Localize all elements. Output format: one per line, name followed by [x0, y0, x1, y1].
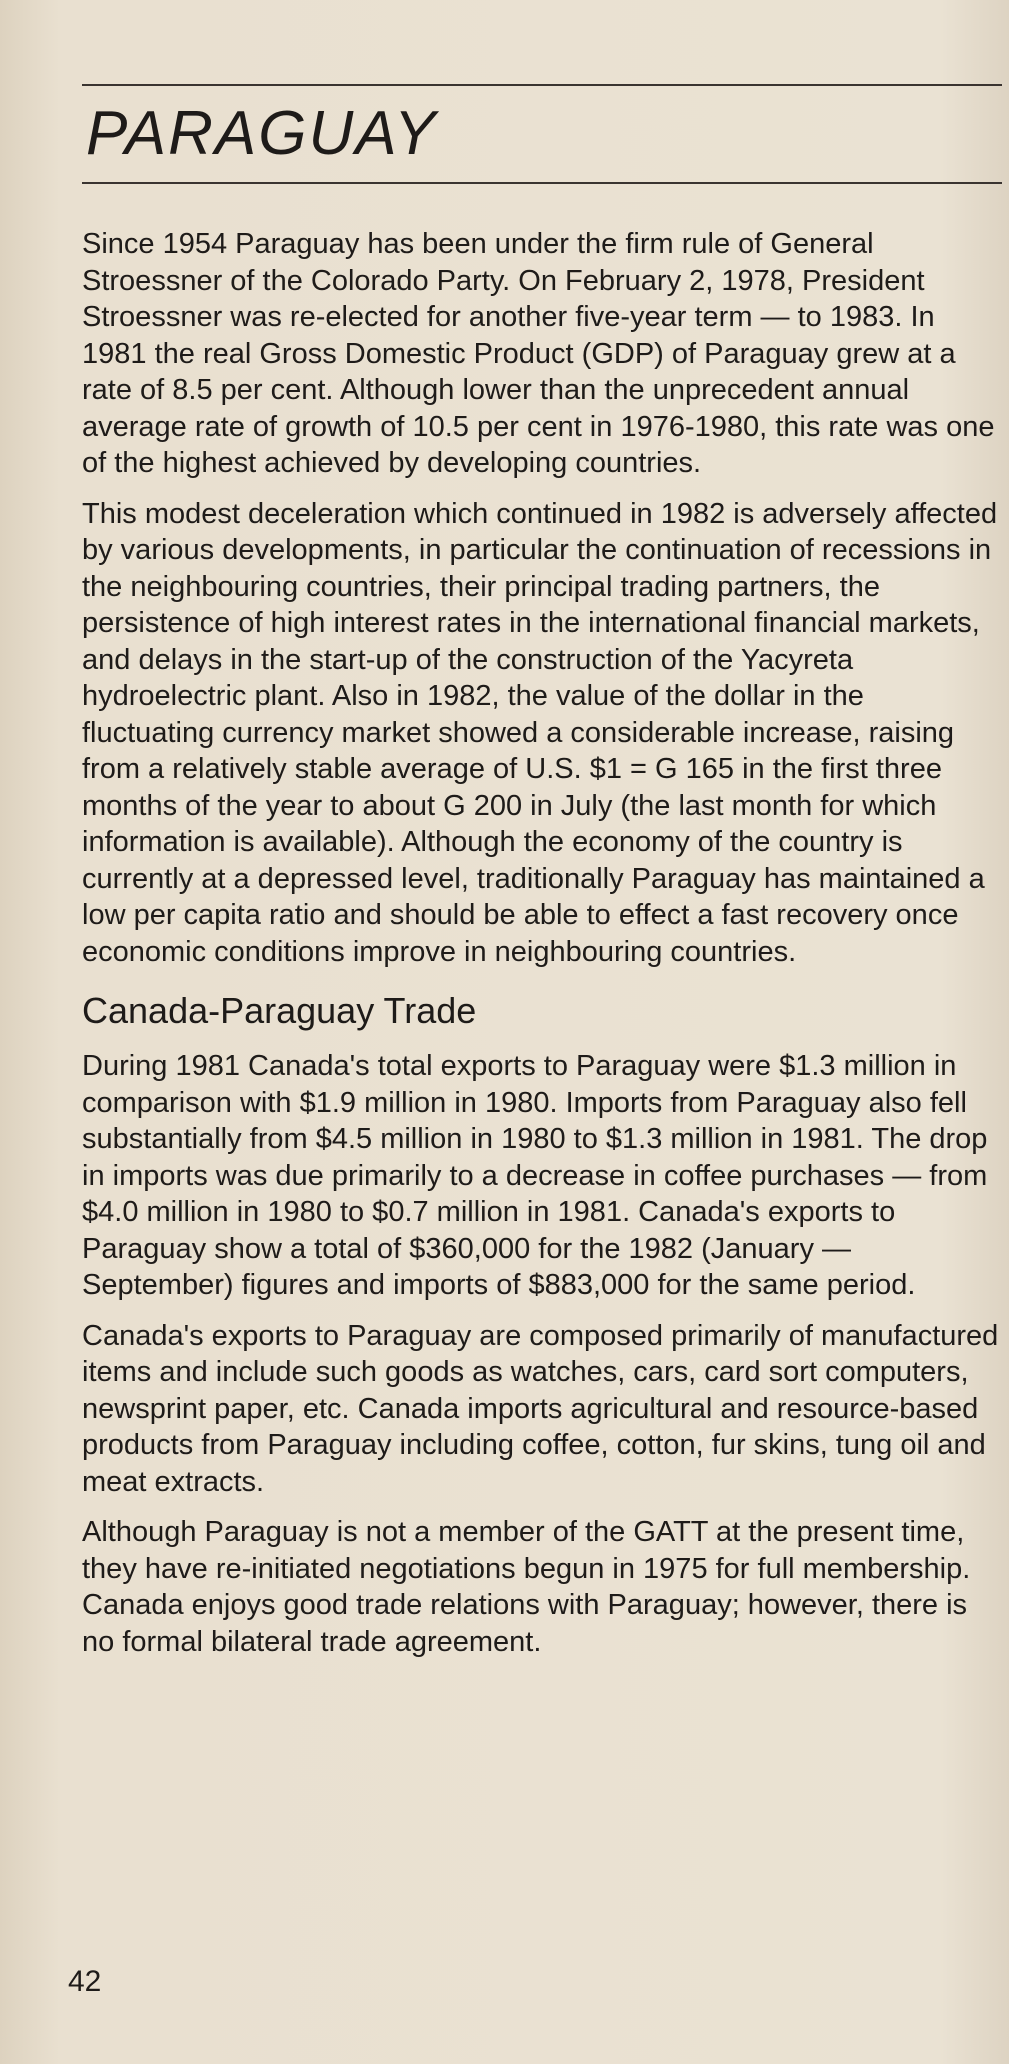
paragraph-trade-composition: Canada's exports to Paraguay are composed primarily of manufactured items and include such goods as watches, cars, card sort computers, newsprint paper, etc. Canada imports agricultural and resource-based products from Paraguay including coffee, cotton, fur skins, tung oil and meat extracts.: [82, 1319, 999, 1498]
paragraph-trade-figures: During 1981 Canada's total exports to Paraguay were $1.3 million in comparison with $1.9 million in 1980. Imports from Paraguay also fell substantially from $4.5 million in 1980 to $1.3 million in 1981. The drop in imports was due primarily to a decrease in coffee purchases — from $4.0 million in 1980 to $0.7 million in 1981. Canada's exports to Paraguay show a total of $360,000 for the 1982 (January — September) figures and imports of $883,000 for the same period.: [82, 1050, 988, 1301]
paragraph-gatt-relations: Although Paraguay is not a member of the GATT at the present time, they have re-initiated negotiations begun in 1975 for full membership. Canada enjoys good trade relations with Paraguay; however, there is no formal bilateral trade agreement.: [82, 1516, 971, 1658]
heading-rule-top: [82, 84, 1002, 86]
heading-rule-bottom: [82, 182, 1002, 184]
section-heading-trade: Canada-Paraguay Trade: [82, 990, 477, 1031]
body-text: [82, 226, 1000, 1674]
paragraph-economic-deceleration: This modest deceleration which continued in 1982 is adversely affected by various developments, in particular the continuation of recessions in the neighbouring countries, their principal trading partners, the persistence of high interest rates in the international financial markets, and delays in the start-up of the construction of the Yacyreta hydroelectric plant. Also in 1982, the value of the dollar in the fluctuating currency market showed a considerable increase, raising from a relatively stable average of U.S. $1 = G 165 in the first three months of the year to about G 200 in July (the last month for which information is available). Although the economy of the country is currently at a depressed level, traditionally Paraguay has maintained a low per capita ratio and should be able to effect a fast recovery once economic conditions improve in neighbouring countries.: [82, 497, 998, 968]
paragraph-political-overview: Since 1954 Paraguay has been under the firm rule of General Stroessner of the Colorado Party. On February 2, 1978, President Stroessner was re-elected for another five-year term — to 1983. In 1981 the real Gross Domestic Product (GDP) of Paraguay grew at a rate of 8.5 per cent. Although lower than the unprecedent annual average rate of growth of 10.5 per cent in 1976-1980, this rate was one of the highest achieved by developing countries.: [82, 228, 995, 479]
page-number: 42: [68, 1965, 102, 1998]
page-heading: PARAGUAY: [86, 99, 438, 168]
